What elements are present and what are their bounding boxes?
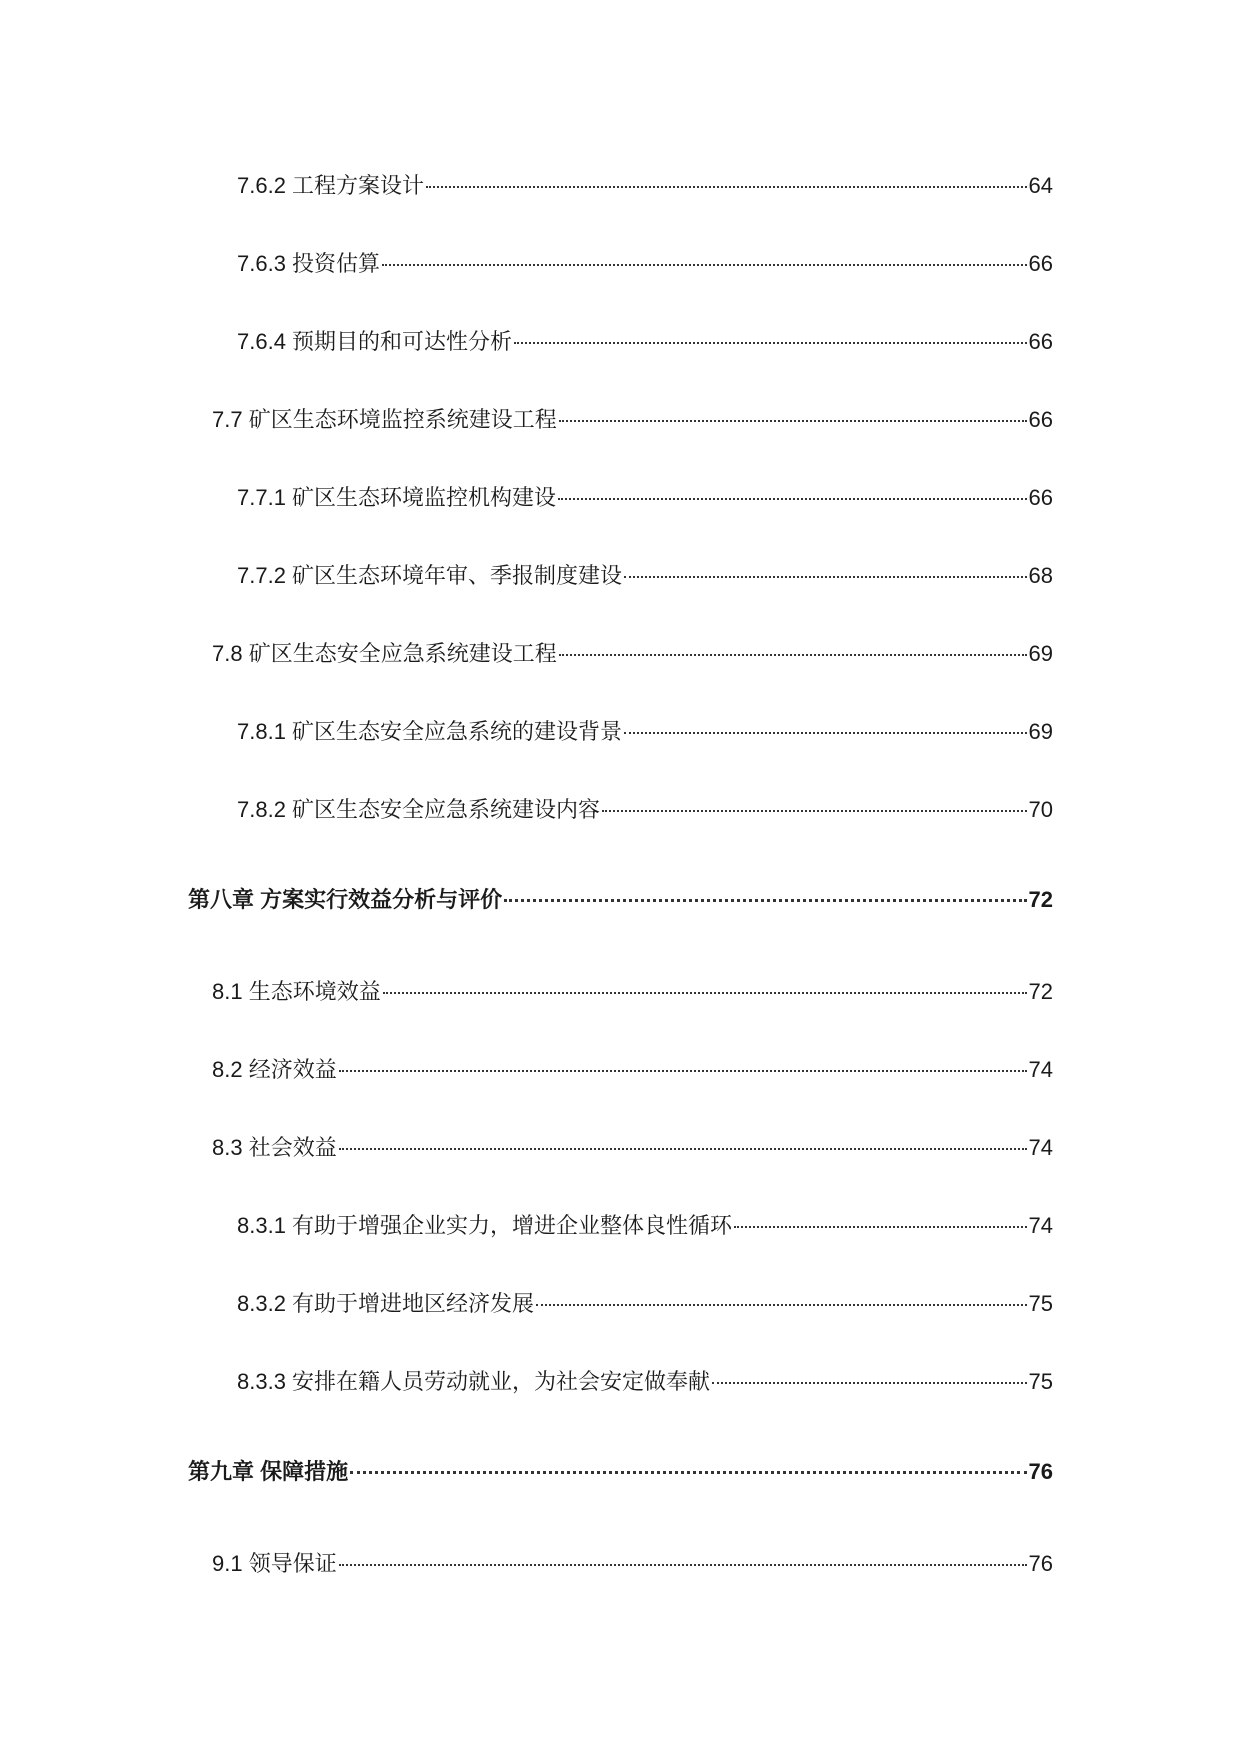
toc-entry-title: 7.6.3 投资估算 [237,251,381,276]
toc-dot-leader [558,498,1026,500]
toc-entry-title: 7.8.1 矿区生态安全应急系统的建设背景 [237,719,623,744]
toc-entry[interactable] [237,248,1053,280]
toc-entry-page: 70 [1028,797,1053,822]
toc-entry-page: 66 [1028,485,1053,510]
toc-entry-title: 9.1 领导保证 [212,1551,337,1576]
toc-dot-leader [426,186,1026,188]
toc-entry-title: 7.8.2 矿区生态安全应急系统建设内容 [237,797,601,822]
toc-entry-page: 68 [1028,563,1053,588]
toc-entry-page: 74 [1028,1213,1053,1238]
toc-entry[interactable] [237,326,1053,358]
toc-entry-title: 8.3 社会效益 [212,1135,337,1160]
toc-entry-page: 69 [1028,719,1053,744]
toc-entry-title: 第九章 保障措施 [188,1459,349,1484]
toc-entry[interactable] [237,716,1053,748]
toc-entry[interactable] [237,560,1053,592]
toc-entry-page: 72 [1028,887,1053,912]
toc-entry-title: 8.3.2 有助于增进地区经济发展 [237,1291,535,1316]
toc-entry-title: 7.7.1 矿区生态环境监控机构建设 [237,485,557,510]
toc-entry-page: 64 [1028,173,1053,198]
toc-entry[interactable] [212,1548,1053,1580]
toc-dot-leader [624,576,1026,578]
toc-entry[interactable] [237,482,1053,514]
toc-entry[interactable] [237,1366,1053,1398]
toc-entry-title: 7.8 矿区生态安全应急系统建设工程 [212,641,557,666]
toc-dot-leader [339,1070,1027,1072]
toc-entry[interactable] [212,1054,1053,1086]
toc-dot-leader [339,1148,1027,1150]
toc-entry[interactable] [212,976,1053,1008]
toc-entry-page: 75 [1028,1369,1053,1394]
toc-entry-page: 66 [1028,251,1053,276]
toc-entry-title: 7.6.2 工程方案设计 [237,173,425,198]
toc-entry-title: 8.2 经济效益 [212,1057,337,1082]
toc-entry-page: 74 [1028,1057,1053,1082]
toc-dot-leader [339,1564,1027,1566]
toc-entry-page: 76 [1028,1551,1053,1576]
toc-dot-leader [734,1226,1026,1228]
toc-entry[interactable] [212,638,1053,670]
toc-chapter-entry[interactable] [188,884,1053,916]
toc-dot-leader [712,1382,1026,1384]
toc-dot-leader [559,654,1027,656]
toc-entry[interactable] [212,404,1053,436]
toc-chapter-entry[interactable] [188,1456,1053,1488]
toc-entry[interactable] [237,1210,1053,1242]
toc-dot-leader [559,420,1027,422]
toc-entry-title: 7.6.4 预期目的和可达性分析 [237,329,513,354]
toc-entry-page: 75 [1028,1291,1053,1316]
toc-entry-title: 第八章 方案实行效益分析与评价 [188,887,503,912]
toc-entry-page: 72 [1028,979,1053,1004]
toc-entry-title: 8.3.3 安排在籍人员劳动就业，为社会安定做奉献 [237,1369,711,1394]
toc-dot-leader [504,899,1026,902]
toc-dot-leader [624,732,1026,734]
toc-entry[interactable] [212,1132,1053,1164]
toc-entry-title: 8.1 生态环境效益 [212,979,381,1004]
toc-entry[interactable] [237,170,1053,202]
toc-dot-leader [602,810,1026,812]
toc-entry-page: 66 [1028,329,1053,354]
toc-dot-leader [383,992,1027,994]
toc-entry[interactable] [237,1288,1053,1320]
toc-dot-leader [350,1471,1026,1474]
toc-entry[interactable] [237,794,1053,826]
toc-entry-title: 8.3.1 有助于增强企业实力，增进企业整体良性循环 [237,1213,733,1238]
toc-entry-page: 66 [1028,407,1053,432]
toc-dot-leader [514,342,1026,344]
toc-dot-leader [536,1304,1026,1306]
toc-entry-title: 7.7.2 矿区生态环境年审、季报制度建设 [237,563,623,588]
toc-entry-page: 76 [1028,1459,1053,1484]
toc-entry-page: 74 [1028,1135,1053,1160]
toc-dot-leader [382,264,1026,266]
toc-entry-page: 69 [1028,641,1053,666]
toc-entry-title: 7.7 矿区生态环境监控系统建设工程 [212,407,557,432]
